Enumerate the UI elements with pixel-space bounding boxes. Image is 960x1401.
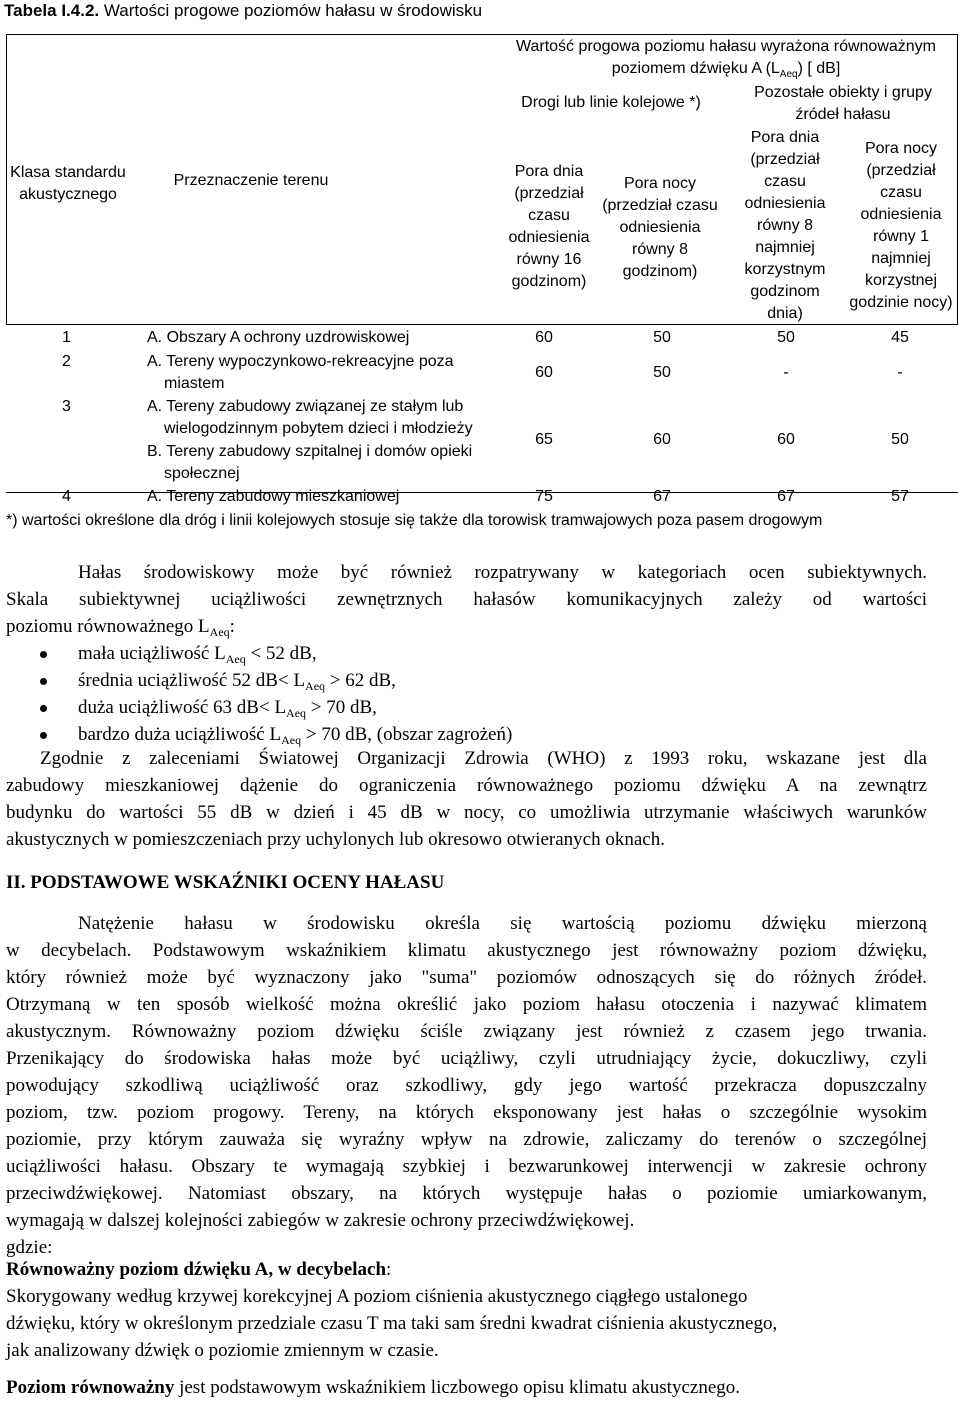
value-day-8h: 67 — [777, 488, 795, 505]
paragraph-line-sub: Aeq — [209, 625, 230, 639]
value-day-8h: 60 — [777, 431, 795, 448]
paragraph-line-pre: poziomu równoważnego L — [6, 616, 210, 637]
paragraph-line: poziom, tzw. poziom progowy. Tereny, na których eksponowany jest hałas o szczególnie wysokim — [6, 1102, 927, 1123]
definition-colon: : — [386, 1259, 392, 1280]
bullet-text-post: > 70 dB, (obszar zagrożeń) — [301, 724, 513, 745]
paragraph-line: Otrzymaną w ten sposób wielkość można określić jako poziom hałasu otoczenia i nazywać klimatem — [6, 994, 927, 1015]
paragraph-indicators — [6, 910, 927, 1261]
header-night-1h: Pora nocy (przedział czasu odniesienia równy 1 najmniej korzystnej godzinie nocy) — [849, 140, 953, 311]
table-caption-number: Tabela I.4.2. — [4, 1, 100, 20]
paragraph-subjective — [6, 559, 927, 640]
value-night-8h: 50 — [653, 329, 671, 346]
row-purpose-b-line2: społecznej — [164, 465, 240, 482]
definition-term: Równoważny poziom dźwięku A, w decybelach — [6, 1259, 387, 1280]
bullet-text — [78, 694, 377, 721]
header-other-sources: Pozostałe obiekty i grupy źródeł hałasu — [754, 84, 932, 123]
value-night-8h: 67 — [653, 488, 671, 505]
paragraph-line: który również może być wyznaczony jako "suma" poziomów odnoszących się do różnych źródeł. — [6, 967, 927, 988]
paragraph-line: poziomie, przy którym zauważa się wyraźny wpływ na zdrowie, zaliczamy do terenów o szczególnej — [6, 1129, 927, 1150]
header-threshold-line2-pre: poziomem dźwięku A (L — [611, 60, 780, 77]
bullet-text-pre: średnia uciążliwość 52 dB< L — [78, 670, 306, 691]
row-purpose-line1: A. Tereny wypoczynkowo-rekreacyjne poza — [147, 353, 454, 370]
paragraph-line: przeciwdźwiękowej. Natomiast obszary, na których występuje hałas o poziomie umiarkowanym, — [6, 1183, 927, 1204]
row-number: 1 — [62, 329, 71, 346]
paragraph-who — [6, 745, 927, 853]
row-purpose-a-line2: wielogodzinnym pobytem dzieci i młodzieży — [164, 420, 473, 437]
definition-term: Poziom równoważny — [6, 1377, 175, 1398]
bullet-text-pre: bardzo duża uciążliwość L — [78, 724, 282, 745]
definition-line — [6, 1374, 927, 1401]
header-day-8h: Pora dnia (przedział czasu odniesienia równy 8 najmniej korzystnym godzinom dnia) — [744, 129, 826, 322]
row-purpose: A. Obszary A ochrony uzdrowiskowej — [147, 329, 410, 346]
bullet-dot-icon — [40, 732, 47, 739]
header-threshold-line2 — [611, 60, 841, 80]
value-day-16h: 65 — [535, 431, 553, 448]
paragraph-line: zabudowy mieszkaniowej dążenie do ograniczenia równoważnego poziomu dźwięku A na zewnątrz — [6, 775, 927, 796]
paragraph-line: Zgodnie z zaleceniami Światowej Organizacji Zdrowia (WHO) z 1993 roku, wskazane jest dla — [40, 748, 927, 769]
bullet-dot-icon — [40, 705, 47, 712]
value-night-8h: 60 — [653, 431, 671, 448]
value-night-1h: 57 — [891, 488, 909, 505]
paragraph-line: Skala subiektywnej uciążliwości zewnętrznych hałasów komunikacyjnych zależy od wartości — [6, 589, 927, 610]
paragraph-line: w decybelach. Podstawowym wskaźnikiem klimatu akustycznego jest równoważny poziom dźwięku, — [6, 940, 927, 961]
bullet-text — [78, 721, 512, 748]
header-threshold-line2-post: ) [ dB] — [797, 60, 841, 77]
paragraph-line: akustycznych w pomieszczeniach przy uchylonych lub okresowo otwieranych oknach. — [6, 829, 665, 850]
definition-term-line — [6, 1256, 927, 1283]
section-heading: II. PODSTAWOWE WSKAŹNIKI OCENY HAŁASU — [6, 872, 445, 893]
bullet-text-post: > 70 dB, — [306, 697, 377, 718]
header-threshold-sub: Aeq — [779, 69, 798, 80]
definition-line: jak analizowany dźwięk o poziomie zmiennym w czasie. — [6, 1340, 439, 1361]
row-number: 2 — [62, 353, 71, 370]
header-class: Klasa standardu akustycznego — [10, 164, 126, 203]
row-purpose-a-line1: A. Tereny zabudowy związanej ze stałym lub — [147, 398, 464, 415]
bullet-text-sub: Aeq — [305, 679, 326, 693]
paragraph-line: Przenikający do środowiska hałas może być uciążliwy, czyli utrudniający życie, dokuczliwy, czyli — [6, 1048, 927, 1069]
paragraph-line: budynku do wartości 55 dB w dzień i 45 dB w nocy, co umożliwia utrzymanie właściwych warunków — [6, 802, 927, 823]
paragraph-where: gdzie: — [6, 1237, 53, 1258]
bullet-text — [78, 667, 396, 694]
row-number: 3 — [62, 398, 71, 415]
value-night-1h: 50 — [891, 431, 909, 448]
row-number: 4 — [62, 488, 71, 505]
bullet-text-post: < 52 dB, — [245, 643, 317, 664]
value-day-8h: - — [783, 364, 789, 381]
row-purpose-line2: miastem — [164, 375, 225, 392]
value-day-16h: 60 — [535, 364, 553, 381]
definition-line: Skorygowany według krzywej korekcyjnej A poziom ciśnienia akustycznego ciągłego ustalonego — [6, 1286, 748, 1307]
paragraph-line-post: : — [229, 616, 235, 637]
value-day-16h: 75 — [535, 488, 553, 505]
value-night-8h: 50 — [653, 364, 671, 381]
bullet-text — [78, 640, 317, 667]
value-day-8h: 50 — [777, 329, 795, 346]
paragraph-line: akustycznym. Równoważny poziom dźwięku ściśle związany jest również z czasem jego trwania. — [6, 1021, 927, 1042]
paragraph-line: wymagają w dalszej kolejności zabiegów w zakresie ochrony przeciwdźwiękowej. — [6, 1210, 635, 1231]
definition-equivalent — [6, 1374, 927, 1401]
header-night-8h: Pora nocy (przedział czasu odniesienia równy 8 godzinom) — [602, 175, 718, 280]
bullet-dot-icon — [40, 651, 47, 658]
paragraph-line — [6, 613, 927, 640]
header-threshold-line1: Wartość progowa poziomu hałasu wyrażona równoważnym — [515, 38, 937, 55]
paragraph-line: uciążliwości hałasu. Obszary te wymagają szybkiej i bezwarunkowej interwencji w zakresie ochrony — [6, 1156, 927, 1177]
definition-equivalent-level — [6, 1256, 927, 1364]
paragraph-line: Natężenie hałasu w środowisku określa się wartością poziomu dźwięku mierzoną — [78, 913, 927, 934]
row-purpose: A. Tereny zabudowy mieszkaniowej — [147, 488, 400, 505]
header-purpose: Przeznaczenie terenu — [173, 172, 329, 189]
paragraph-line: powodujący szkodliwą uciążliwość oraz szkodliwy, gdy jego wartość przekracza dopuszczalny — [6, 1075, 927, 1096]
bullet-text-pre: duża uciążliwość 63 dB< L — [78, 697, 287, 718]
bullet-text-sub: Aeq — [225, 652, 246, 666]
definition-line: dźwięku, który w określonym przedziale czasu T ma taki sam średni kwadrat ciśnienia akustycznego, — [6, 1313, 778, 1334]
table-footnote: *) wartości określone dla dróg i linii kolejowych stosuje się także dla torowisk tramwajowych poza pasem drogowym — [6, 512, 823, 529]
value-night-1h: - — [897, 364, 903, 381]
bullet-text-post: > 62 dB, — [325, 670, 396, 691]
header-roads: Drogi lub linie kolejowe *) — [521, 94, 701, 111]
value-night-1h: 45 — [891, 329, 909, 346]
bullet-text-pre: mała uciążliwość L — [78, 643, 226, 664]
definition-rest: jest podstawowym wskaźnikiem liczbowego opisu klimatu akustycznego. — [174, 1377, 741, 1398]
row-purpose-b-line1: B. Tereny zabudowy szpitalnej i domów opieki — [147, 443, 473, 460]
bullet-dot-icon — [40, 678, 47, 685]
table-caption — [4, 1, 482, 21]
bullet-text-sub: Aeq — [286, 706, 307, 720]
header-day-16h: Pora dnia (przedział czasu odniesienia równy 16 godzinom) — [508, 163, 590, 290]
bullet-text-sub: Aeq — [281, 733, 302, 747]
paragraph-line: Hałas środowiskowy może być również rozpatrywany w kategoriach ocen subiektywnych. — [78, 562, 927, 583]
table-caption-title: Wartości progowe poziomów hałasu w środowisku — [99, 1, 483, 20]
header-threshold-value — [506, 36, 946, 80]
value-day-16h: 60 — [535, 329, 553, 346]
